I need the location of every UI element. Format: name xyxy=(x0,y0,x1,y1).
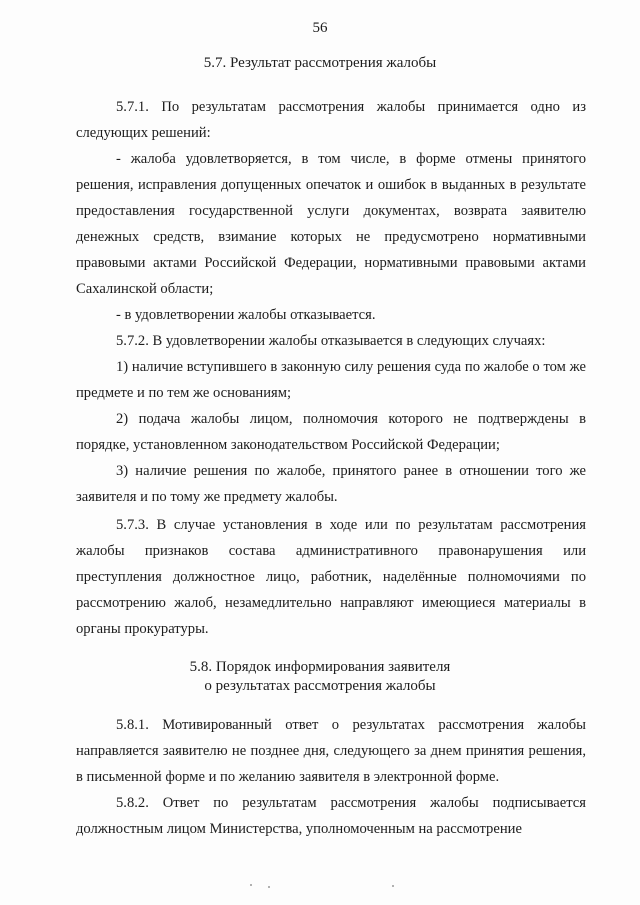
paragraph-5-7-1: 5.7.1. По результатам рассмотрения жалобы принимается одно из следующих решений: xyxy=(76,99,586,141)
paragraph-5-8-1: 5.8.1. Мотивированный ответ о результатах рассмотрения жалобы направляется заявителю не позднее дня, следующего за днем принятия решения, в письменной форме и по желанию заявителя в электронной форме. xyxy=(76,717,586,785)
section-5-8-heading-line-1: 5.8. Порядок информирования заявителя xyxy=(189,659,451,675)
paragraph-5-7-1-option-refused: - в удовлетворении жалобы отказывается. xyxy=(116,307,376,323)
paragraph-5-7-3: 5.7.3. В случае установления в ходе или по результатам рассмотрения жалобы признаков состава административного правонарушения или преступления должностное лицо, работник, наделённые полномочиями по рассмотрению жалоб, незамедлительно направляют имеющиеся материалы в органы прокуратуры. xyxy=(76,517,586,637)
scan-speck xyxy=(392,885,394,887)
page-number: 56 xyxy=(312,20,328,36)
paragraph-5-7-2-item-3: 3) наличие решения по жалобе, принятого ранее в отношении того же заявителя и по тому же предмету жалобы. xyxy=(76,463,586,505)
paragraph-5-7-1-option-satisfied: - жалоба удовлетворяется, в том числе, в форме отмены принятого решения, исправления допущенных опечаток и ошибок в выданных в результате предоставления государственной услуги документах, возврата заявителю денежных средств, взимание которых не предусмотрено нормативными правовыми актами Российской Федерации, нормативными правовыми актами Сахалинской области; xyxy=(76,151,586,297)
paragraph-5-7-2-item-2: 2) подача жалобы лицом, полномочия которого не подтверждены в порядке, установленном законодательством Российской Федерации; xyxy=(76,411,586,453)
paragraph-5-7-2-item-1: 1) наличие вступившего в законную силу решения суда по жалобе о том же предмете и по тем же основаниям; xyxy=(76,359,586,401)
scan-speck xyxy=(268,886,270,888)
paragraph-5-7-2: 5.7.2. В удовлетворении жалобы отказывается в следующих случаях: xyxy=(116,333,546,349)
paragraph-5-8-2: 5.8.2. Ответ по результатам рассмотрения жалобы подписывается должностным лицом Министерства, уполномоченным на рассмотрение xyxy=(76,795,586,837)
scan-speck xyxy=(250,884,252,886)
section-5-8-heading-line-2: о результатах рассмотрения жалобы xyxy=(204,678,436,694)
section-5-7-heading: 5.7. Результат рассмотрения жалобы xyxy=(203,55,437,71)
